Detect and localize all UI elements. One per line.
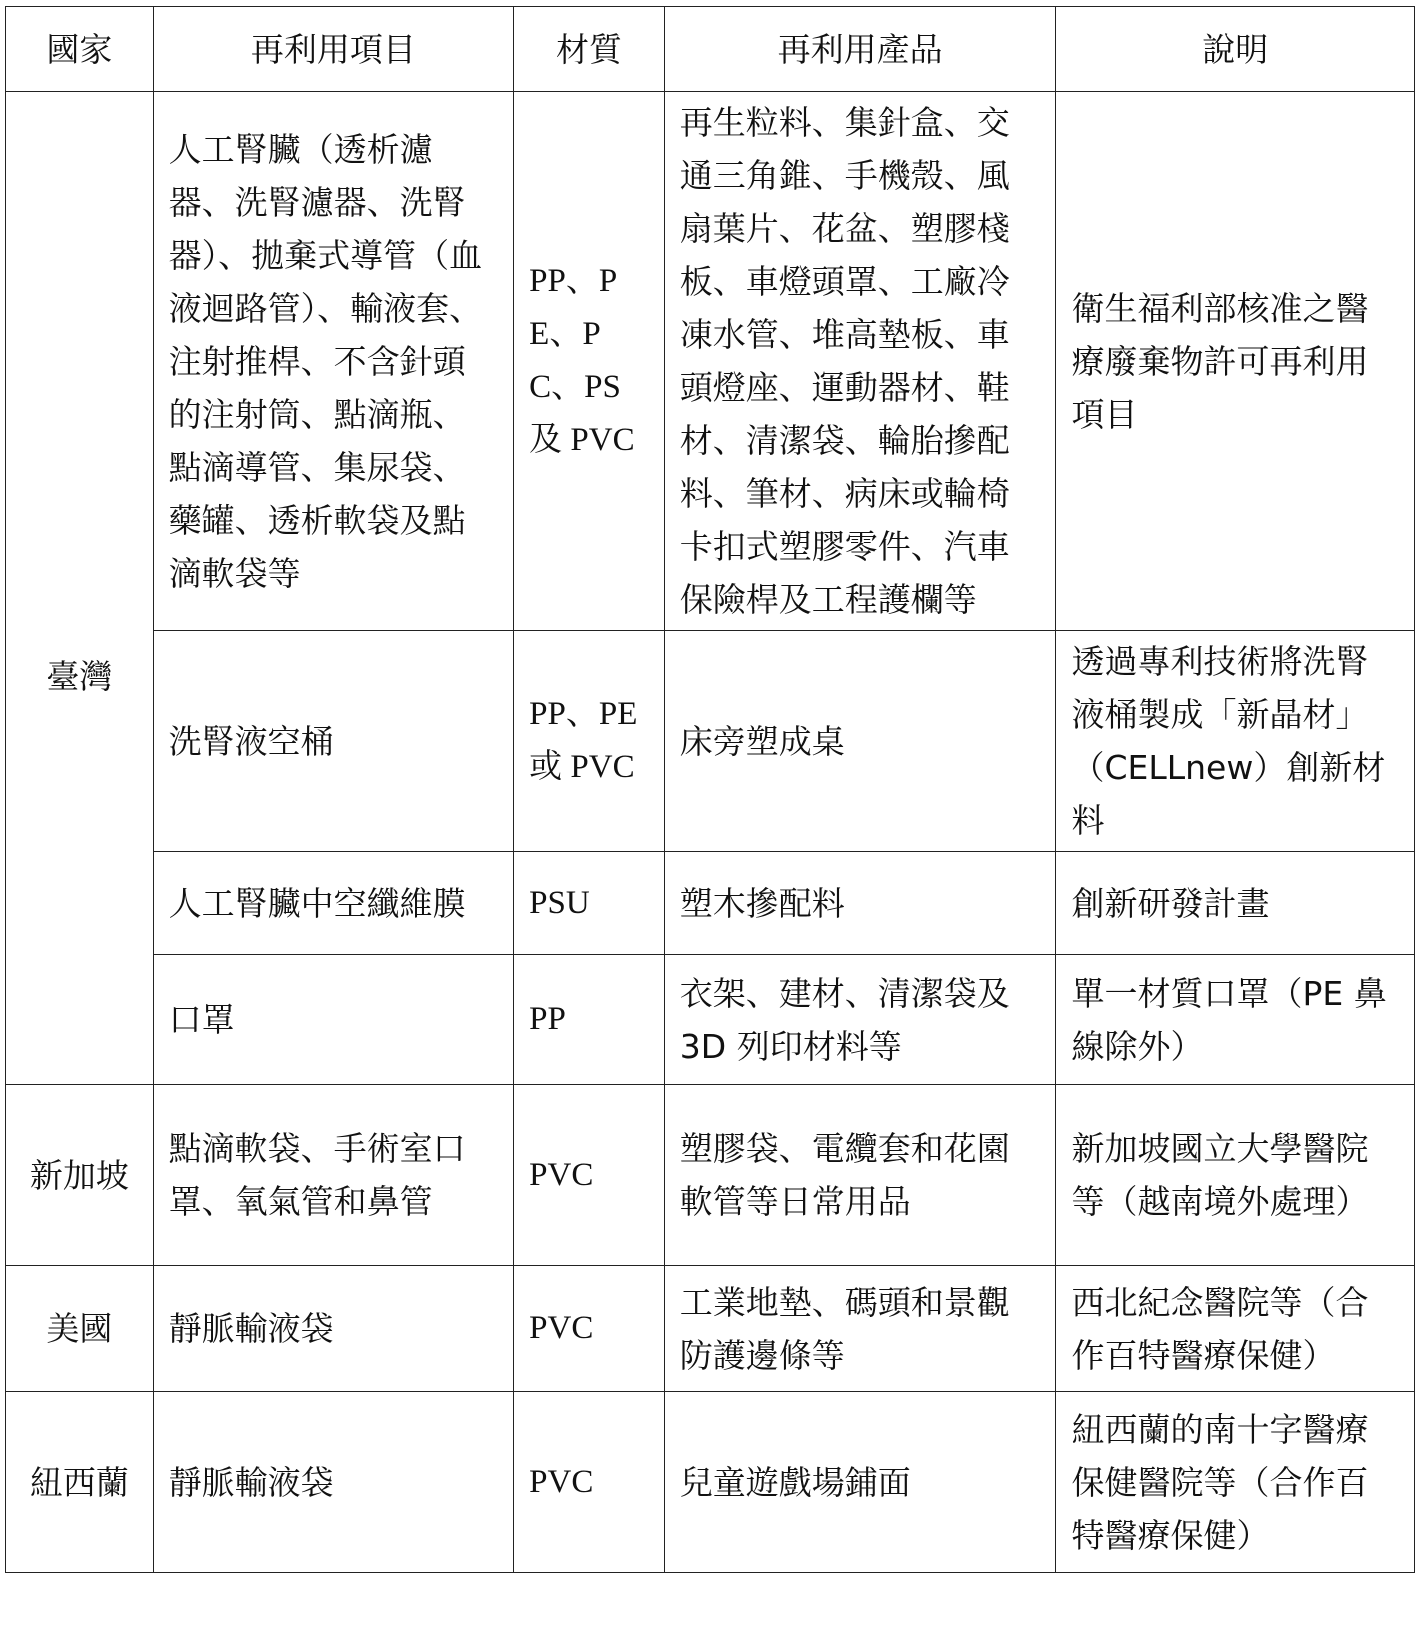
- header-item: 再利用項目: [153, 7, 514, 92]
- material-cell: PP、PE 或 PVC: [514, 631, 665, 852]
- product-cell: 塑膠袋、電纜套和花園軟管等日常用品: [664, 1085, 1056, 1266]
- note-cell: 衛生福利部核准之醫療廢棄物許可再利用項目: [1056, 92, 1415, 631]
- note-cell: 單一材質口罩（PE 鼻線除外）: [1056, 955, 1415, 1085]
- header-country: 國家: [6, 7, 154, 92]
- material-cell: PP: [514, 955, 665, 1085]
- material-cell: PSU: [514, 852, 665, 955]
- note-cell: 新加坡國立大學醫院等（越南境外處理）: [1056, 1085, 1415, 1266]
- item-cell: 點滴軟袋、手術室口罩、氧氣管和鼻管: [153, 1085, 514, 1266]
- product-cell: 衣架、建材、清潔袋及 3D 列印材料等: [664, 955, 1056, 1085]
- item-cell: 人工腎臟中空纖維膜: [153, 852, 514, 955]
- material-cell: PVC: [514, 1085, 665, 1266]
- note-cell: 西北紀念醫院等（合作百特醫療保健）: [1056, 1266, 1415, 1392]
- country-cell: 美國: [6, 1266, 154, 1392]
- recycling-table: [5, 6, 1415, 1573]
- item-cell: 口罩: [153, 955, 514, 1085]
- table-row: [6, 852, 1415, 955]
- product-cell: 工業地墊、碼頭和景觀防護邊條等: [664, 1266, 1056, 1392]
- item-cell: 靜脈輸液袋: [153, 1266, 514, 1392]
- note-cell: 創新研發計畫: [1056, 852, 1415, 955]
- header-row: [6, 7, 1415, 92]
- note-cell: 紐西蘭的南十字醫療保健醫院等（合作百特醫療保健）: [1056, 1392, 1415, 1573]
- header-note: 說明: [1056, 7, 1415, 92]
- item-cell: 洗腎液空桶: [153, 631, 514, 852]
- country-cell: 新加坡: [6, 1085, 154, 1266]
- material-cell: PP、PE、PC、PS 及 PVC: [514, 92, 665, 631]
- item-cell: 人工腎臟（透析濾器、洗腎濾器、洗腎器）、拋棄式導管（血液迴路管）、輸液套、注射推桿、不含針頭的注射筒、點滴瓶、點滴導管、集尿袋、藥罐、透析軟袋及點滴軟袋等: [153, 92, 514, 631]
- product-cell: 再生粒料、集針盒、交通三角錐、手機殼、風扇葉片、花盆、塑膠棧板、車燈頭罩、工廠冷凍水管、堆高墊板、車頭燈座、運動器材、鞋材、清潔袋、輪胎摻配料、筆材、病床或輪椅卡扣式塑膠零件、汽車保險桿及工程護欄等: [664, 92, 1056, 631]
- product-cell: 兒童遊戲場鋪面: [664, 1392, 1056, 1573]
- table-row: [6, 92, 1415, 631]
- material-cell: PVC: [514, 1266, 665, 1392]
- table-row: [6, 1392, 1415, 1573]
- product-cell: 床旁塑成桌: [664, 631, 1056, 852]
- note-cell: 透過專利技術將洗腎液桶製成「新晶材」（CELLnew）創新材料: [1056, 631, 1415, 852]
- product-cell: 塑木摻配料: [664, 852, 1056, 955]
- table-row: [6, 955, 1415, 1085]
- header-material: 材質: [514, 7, 665, 92]
- header-product: 再利用產品: [664, 7, 1056, 92]
- table-row: [6, 631, 1415, 852]
- table-row: [6, 1085, 1415, 1266]
- table-row: [6, 1266, 1415, 1392]
- item-cell: 靜脈輸液袋: [153, 1392, 514, 1573]
- country-cell: 臺灣: [6, 92, 154, 1085]
- country-cell: 紐西蘭: [6, 1392, 154, 1573]
- material-cell: PVC: [514, 1392, 665, 1573]
